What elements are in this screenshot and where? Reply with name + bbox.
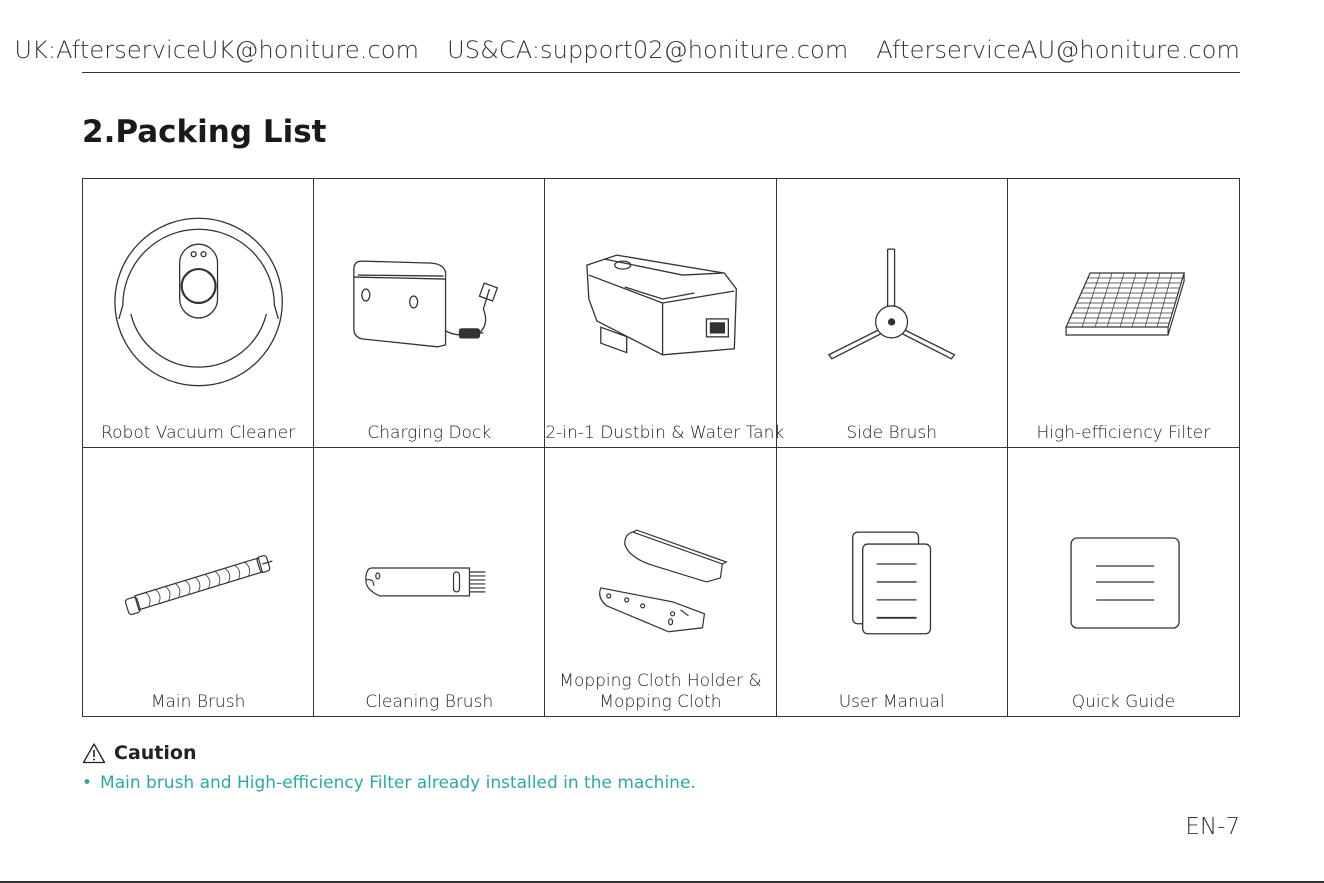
item-label — [545, 671, 775, 713]
item-label: Cleaning Brush — [365, 692, 494, 712]
item-filter — [1008, 179, 1239, 448]
cleaning-brush-icon — [314, 448, 544, 678]
item-mopping-cloth — [545, 448, 776, 717]
item-side-brush — [777, 179, 1008, 448]
contact-au: AfterserviceAU@honiture.com — [876, 36, 1240, 64]
warning-triangle-icon — [82, 742, 106, 764]
section-title: 2.Packing List — [82, 114, 327, 150]
side-brush-icon — [777, 179, 1007, 409]
robot-vacuum-icon — [83, 179, 313, 409]
packing-list-table — [82, 178, 1240, 717]
item-label: High-efficiency Filter — [1036, 422, 1211, 443]
page-header — [14, 36, 1240, 73]
item-robot-vacuum — [83, 179, 314, 448]
bullet: • — [82, 773, 93, 793]
contact-us-ca: US&CA:support02@honiture.com — [447, 36, 849, 64]
item-label: 2-in-1 Dustbin & Water Tank — [545, 422, 785, 443]
charging-dock-icon — [314, 179, 544, 409]
item-cleaning-brush — [314, 448, 545, 717]
page-number: EN-7 — [1185, 814, 1240, 840]
dustbin-water-tank-icon — [545, 179, 775, 409]
user-manual-icon — [777, 448, 1007, 678]
contact-list — [14, 36, 1240, 64]
item-label: Charging Dock — [367, 422, 492, 443]
item-label: User Manual — [838, 692, 945, 712]
item-label: Side Brush — [846, 422, 938, 443]
item-dustbin-water-tank — [545, 179, 785, 448]
caution-note-text: Main brush and High-efficiency Filter already installed in the machine. — [100, 773, 696, 793]
item-label: Robot Vacuum Cleaner — [101, 422, 296, 443]
contact-uk: UK:AfterserviceUK@honiture.com — [14, 36, 420, 64]
filter-icon — [1008, 179, 1239, 409]
mopping-cloth-icon — [545, 448, 775, 678]
item-label: Quick Guide — [1071, 692, 1176, 712]
caution-title: Caution — [114, 742, 197, 764]
item-charging-dock — [314, 179, 545, 448]
caution-heading — [82, 742, 196, 764]
item-user-manual — [777, 448, 1008, 717]
caution-note — [82, 773, 696, 793]
item-label-line2: Mopping Cloth — [599, 692, 722, 712]
item-quick-guide — [1008, 448, 1239, 717]
item-main-brush — [83, 448, 314, 717]
item-label: Main Brush — [150, 692, 246, 712]
quick-guide-icon — [1008, 448, 1239, 678]
main-brush-icon — [83, 448, 313, 678]
item-label-line1: Mopping Cloth Holder & — [559, 671, 762, 691]
